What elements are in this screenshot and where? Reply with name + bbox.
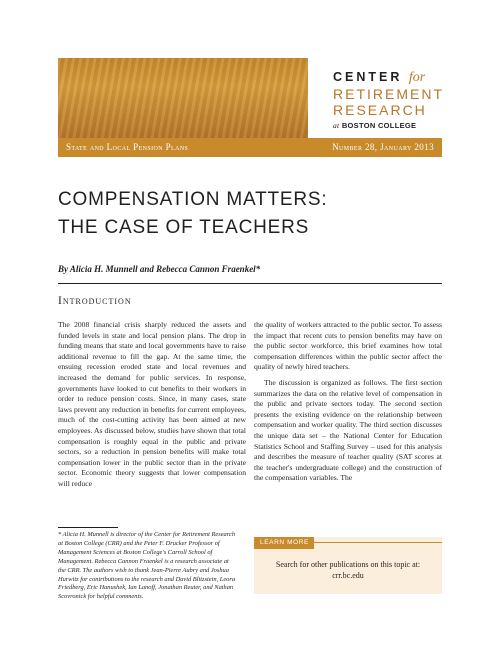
issue-number: Number 28, January 2013	[332, 142, 434, 152]
header-photo	[58, 58, 308, 138]
learn-more-box	[254, 537, 442, 594]
series-name: State and Local Pension Plans	[66, 142, 189, 152]
logo-for: for	[408, 70, 426, 85]
logo-school: BOSTON COLLEGE	[341, 121, 417, 130]
logo-center: CENTER	[333, 70, 403, 84]
learn-more-label: LEARN MORE	[260, 539, 309, 546]
divider	[58, 283, 442, 284]
body-column-right	[254, 320, 442, 484]
learn-more-text	[254, 559, 442, 581]
learn-more-rule	[314, 542, 442, 543]
paragraph: the quality of workers attracted to the public sector. To assess the impact that recent cuts to pension benefits may have on the public sector workforce, this brief examines how total compensation differences within the public sector affect the quality of newly hired teachers.	[254, 320, 442, 372]
byline: By Alicia H. Munnell and Rebecca Cannon Fraenkel*	[58, 264, 261, 274]
paragraph: The discussion is organized as follows. The first section summarizes the data on the relative level of compensation in the public and private sectors today. The second section presents the existing evidence on the relationship between compensation and worker quality. The third section discusses the unique data set – the National Center for Education Statistics School and Staffing Survey – used for this analysis and describes the measure of teacher quality (SAT scores at the teacher's undergraduate college) and the construction of the compensation variables. The	[254, 377, 442, 483]
learn-more-tab	[254, 537, 314, 549]
logo-retirement: RETIREMENT	[333, 86, 444, 102]
learn-more-link[interactable]: crr.bc.edu	[332, 571, 364, 580]
title-line-1: COMPENSATION MATTERS:	[58, 189, 328, 210]
title-line-2: THE CASE OF TEACHERS	[58, 217, 310, 238]
logo-research: RESEARCH	[333, 102, 427, 118]
footnote: * Alicia H. Munnell is director of the Center for Retirement Research at Boston College (CRR) and the Peter F. Drucker Professor of Management Sciences at Boston College's Carroll School of Management. Rebecca Cannon Fraenkel is a research associate at the CRR. The authors wish to thank Jean-Pierre Aubry and Joshua Hurwitz for contributions to the research and David Blitzstein, Leora Friedberg, Eric Hanushek, Ian Lanoff, Jonathan Reuter, and Nathan Scovronick for helpful comments.	[58, 531, 236, 601]
body-column-left	[58, 320, 246, 490]
series-band	[58, 138, 442, 157]
footnote-divider	[58, 527, 118, 528]
section-heading: Introduction	[58, 295, 132, 307]
crr-logo	[333, 70, 443, 130]
learn-more-text-1: Search for other publications on this topic at:	[275, 560, 421, 569]
logo-at: at	[333, 121, 340, 130]
paragraph: The 2008 financial crisis sharply reduced the assets and funded levels in state and local pension plans. The drop in funding means that state and local governments have to raise additional revenue to fill the gap. At the same time, the ensuing recession eroded state and local revenues and increased the demand for public services. In response, governments have looked to cut benefits to their workers in order to reduce pension costs. Since, in many cases, state laws prevent any reduction in benefits for current employees, much of the cost-cutting activity has been aimed at new employees. As discussed below, studies have shown that total compensation is roughly equal in the public and private sectors, so a reduction in pension benefits will make total compensation lower in the public sector than in the private sector. Economic theory suggests that lower compensation will reduce	[58, 320, 246, 488]
page-title	[58, 186, 448, 242]
